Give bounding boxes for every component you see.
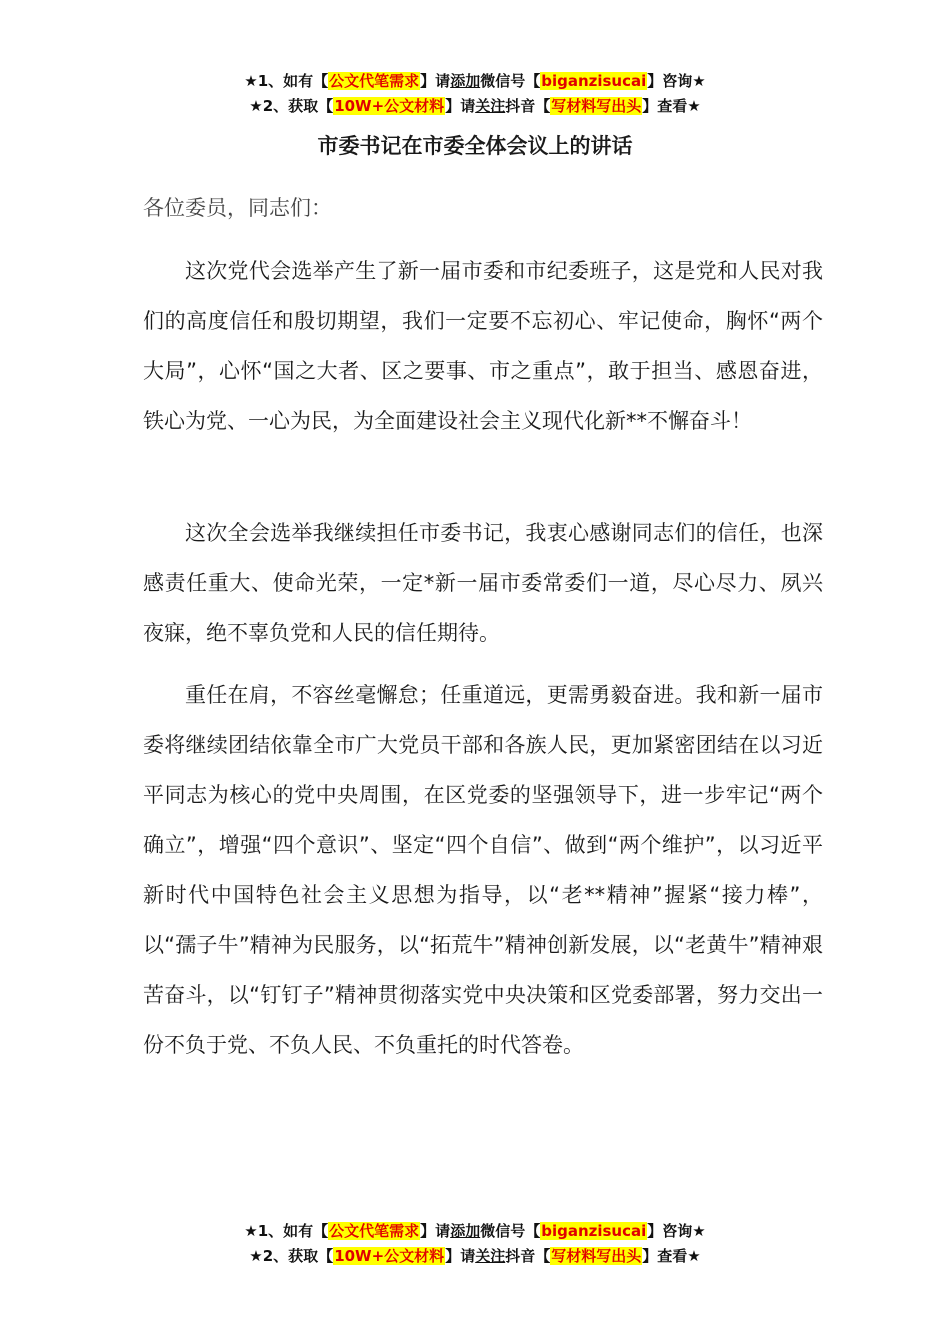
- banner-line-2: [0, 1244, 950, 1269]
- banner-text: ★1、如有【: [244, 72, 329, 90]
- banner-text: 微信号【: [480, 1222, 541, 1240]
- paragraph-3: 重任在肩，不容丝毫懈怠；任重道远，更需勇毅奋进。我和新一届市委将继续团结依靠全市广大党员干部和各族人民，更加紧密团结在以习近平同志为核心的党中央周围，在区党委的坚强领导下，进一步牢记“两个确立”，增强“四个意识”、坚定“四个自信”、做到“两个维护”，以习近平新时代中国特色社会主义思想为指导，以“老**精神”握紧“接力棒”，以“孺子牛”精神为民服务，以“拓荒牛”精神创新发展，以“老黄牛”精神艰苦奋斗，以“钉钉子”精神贯彻落实党中央决策和区党委部署，努力交出一份不负于党、不负人民、不负重托的时代答卷。: [143, 683, 823, 1057]
- highlight-douyin-id: 写材料写出头: [551, 97, 642, 115]
- highlight-service: 公文代笔需求: [329, 1222, 420, 1240]
- paragraph-1: 这次党代会选举产生了新一届市委和市纪委班子，这是党和人民对我们的高度信任和殷切期望，我们一定要不忘初心、牢记使命，胸怀“两个大局”，心怀“国之大者、区之要事、市之重点”，敢于担当、感恩奋进，铁心为党、一心为民，为全面建设社会主义现代化新**不懈奋斗！: [143, 259, 823, 433]
- highlight-service: 公文代笔需求: [329, 72, 420, 90]
- salutation: 各位委员，同志们：: [143, 196, 332, 220]
- highlight-wechat-id: biganzisucai: [541, 1222, 647, 1240]
- bottom-banner: [0, 1219, 950, 1269]
- highlight-materials: 10W+公文材料: [334, 1247, 445, 1265]
- paragraph-2: 这次全会选举我继续担任市委书记，我衷心感谢同志们的信任，也深感责任重大、使命光荣，一定*新一届市委常委们一道，尽心尽力、夙兴夜寐，绝不辜负党和人民的信任期待。: [143, 521, 823, 645]
- underlined-text: 关注: [475, 1247, 506, 1265]
- banner-text: 抖音【: [505, 97, 551, 115]
- banner-text: 】查看★: [642, 97, 701, 115]
- banner-text: 】咨询★: [647, 72, 706, 90]
- banner-line-1: [0, 69, 950, 94]
- banner-text: 】查看★: [642, 1247, 701, 1265]
- underlined-text: 关注: [475, 97, 506, 115]
- banner-text: 】请: [445, 97, 476, 115]
- banner-line-2: [0, 94, 950, 119]
- highlight-douyin-id: 写材料写出头: [551, 1247, 642, 1265]
- banner-text: 】咨询★: [647, 1222, 706, 1240]
- banner-text: ★2、获取【: [249, 1247, 334, 1265]
- highlight-wechat-id: biganzisucai: [541, 72, 647, 90]
- banner-text: 微信号【: [480, 72, 541, 90]
- underlined-text: 添加: [450, 1222, 481, 1240]
- banner-text: ★1、如有【: [244, 1222, 329, 1240]
- top-banner: [0, 69, 950, 119]
- banner-text: 】请: [420, 1222, 451, 1240]
- highlight-materials: 10W+公文材料: [334, 97, 445, 115]
- document-title: 市委书记在市委全体会议上的讲话: [317, 134, 633, 158]
- underlined-text: 添加: [450, 72, 481, 90]
- banner-line-1: [0, 1219, 950, 1244]
- banner-text: 抖音【: [505, 1247, 551, 1265]
- banner-text: 】请: [420, 72, 451, 90]
- banner-text: ★2、获取【: [249, 97, 334, 115]
- banner-text: 】请: [445, 1247, 476, 1265]
